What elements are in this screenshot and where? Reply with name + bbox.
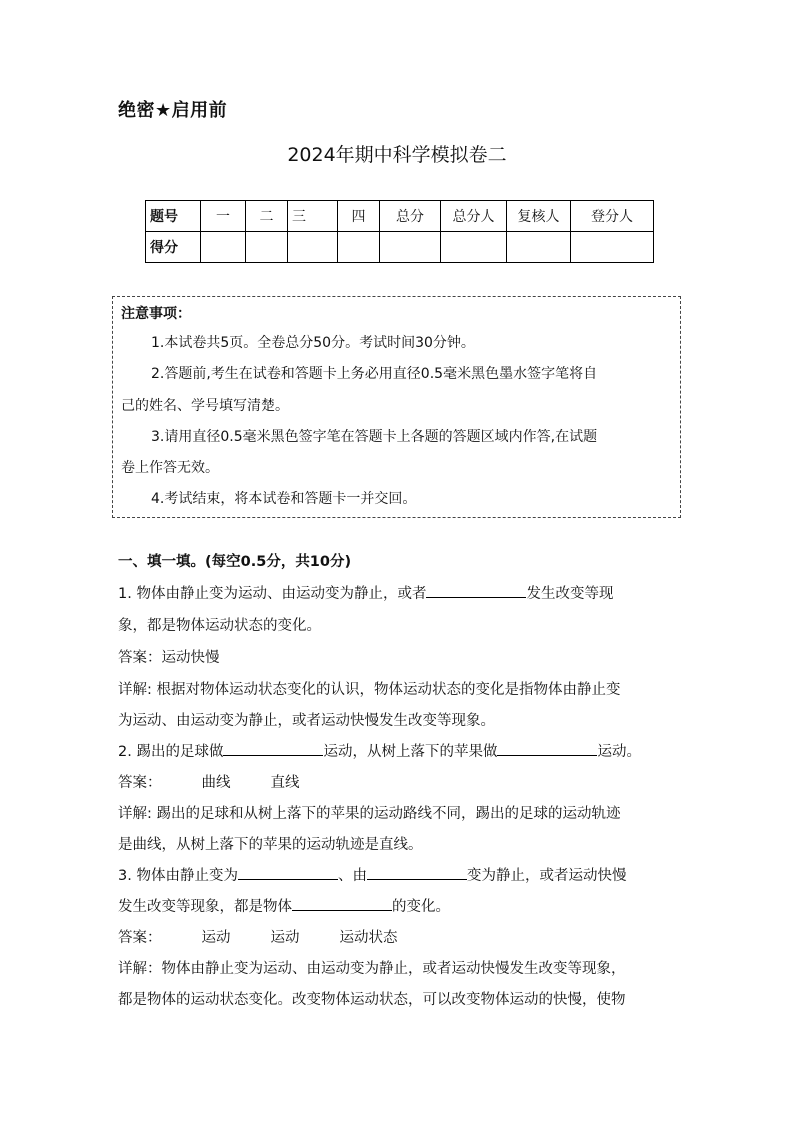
question-text: 发生改变等现象，都是物体 xyxy=(118,899,292,915)
score-header-cell: 总分 xyxy=(380,201,441,232)
score-header-cell: 二 xyxy=(246,201,288,232)
answer-value: 运动状态 xyxy=(339,930,398,946)
score-cell[interactable] xyxy=(338,232,380,263)
question-1-line-1 xyxy=(118,582,613,603)
answer-2 xyxy=(118,771,300,792)
answer-value: 运动 xyxy=(270,930,300,946)
question-text: 2. 踢出的足球做 xyxy=(118,744,224,760)
question-text: 的变化。 xyxy=(392,899,450,915)
section-heading: 一、填一填。(每空0.5分，共10分) xyxy=(118,554,352,570)
notice-item: 3.请用直径0.5毫米黑色签字笔在答题卡上各题的答题区域内作答,在试题 xyxy=(151,429,598,445)
question-text: 运动。 xyxy=(597,744,641,760)
question-text: 发生改变等现 xyxy=(526,586,614,602)
question-3-line-2 xyxy=(118,895,450,916)
score-table xyxy=(145,200,654,263)
score-cell[interactable] xyxy=(571,232,654,263)
score-cell[interactable] xyxy=(441,232,507,263)
score-cell[interactable] xyxy=(201,232,246,263)
score-header-cell: 一 xyxy=(201,201,246,232)
answer-value: 曲线 xyxy=(201,775,231,791)
score-table-score-row xyxy=(146,232,654,263)
score-table-header-row xyxy=(146,201,654,232)
question-text: 3. 物体由静止变为 xyxy=(118,868,238,884)
notice-title: 注意事项： xyxy=(121,306,191,322)
question-text: 运动，从树上落下的苹果做 xyxy=(323,744,498,760)
question-text: 变为静止，或者运动快慢 xyxy=(466,868,627,884)
secret-label: 绝密★启用前 xyxy=(118,100,228,121)
answer-3 xyxy=(118,926,398,947)
answer-blank[interactable] xyxy=(223,741,323,756)
notice-item: 4.考试结束，将本试卷和答题卡一并交回。 xyxy=(151,491,417,507)
score-header-cell: 总分人 xyxy=(441,201,507,232)
answer-blank[interactable] xyxy=(292,896,392,911)
answer-label: 答案： xyxy=(118,775,162,791)
answer-blank[interactable] xyxy=(238,865,338,880)
score-cell[interactable] xyxy=(507,232,571,263)
score-cell[interactable] xyxy=(246,232,288,263)
notice-box xyxy=(112,296,681,518)
score-header-cell: 登分人 xyxy=(571,201,654,232)
answer-value: 直线 xyxy=(270,775,300,791)
score-header-cell: 四 xyxy=(338,201,380,232)
answer-blank[interactable] xyxy=(426,583,526,598)
page-title: 2024年期中科学模拟卷二 xyxy=(287,144,507,166)
answer-1: 答案：运动快慢 xyxy=(118,650,220,666)
question-2-line-1 xyxy=(118,740,641,761)
explain-2-line-1: 详解: 踢出的足球和从树上落下的苹果的运动路线不同，踢出的足球的运动轨迹 xyxy=(118,806,621,822)
notice-item: 2.答题前,考生在试卷和答题卡上务必用直径0.5毫米黑色墨水签字笔将自 xyxy=(151,366,598,382)
score-header-cell: 三 xyxy=(288,201,338,232)
question-1-line-2: 象，都是物体运动状态的变化。 xyxy=(118,618,321,634)
notice-item: 己的姓名、学号填写清楚。 xyxy=(121,398,289,414)
question-text: 1. 物体由静止变为运动、由运动变为静止，或者 xyxy=(118,586,427,602)
score-cell[interactable] xyxy=(288,232,338,263)
score-row-label: 得分 xyxy=(146,232,201,263)
question-3-line-1 xyxy=(118,864,626,885)
explain-1-line-1: 详解: 根据对物体运动状态变化的认识，物体运动状态的变化是指物体由静止变 xyxy=(118,682,621,698)
question-text: 、由 xyxy=(337,868,367,884)
explain-2-line-2: 是曲线，从树上落下的苹果的运动轨迹是直线。 xyxy=(118,837,423,853)
notice-item: 1.本试卷共5页。全卷总分50分。考试时间30分钟。 xyxy=(151,335,475,351)
score-header-cell: 复核人 xyxy=(507,201,571,232)
explain-3-line-1: 详解：物体由静止变为运动、由运动变为静止，或者运动快慢发生改变等现象， xyxy=(118,961,626,977)
explain-1-line-2: 为运动、由运动变为静止，或者运动快慢发生改变等现象。 xyxy=(118,713,495,729)
answer-blank[interactable] xyxy=(497,741,597,756)
score-header-cell: 题号 xyxy=(146,201,201,232)
answer-value: 运动 xyxy=(201,930,231,946)
score-cell[interactable] xyxy=(380,232,441,263)
notice-item: 卷上作答无效。 xyxy=(121,460,219,476)
explain-3-line-2: 都是物体的运动状态变化。改变物体运动状态，可以改变物体运动的快慢，使物 xyxy=(118,992,626,1008)
answer-label: 答案： xyxy=(118,930,162,946)
answer-blank[interactable] xyxy=(367,865,467,880)
